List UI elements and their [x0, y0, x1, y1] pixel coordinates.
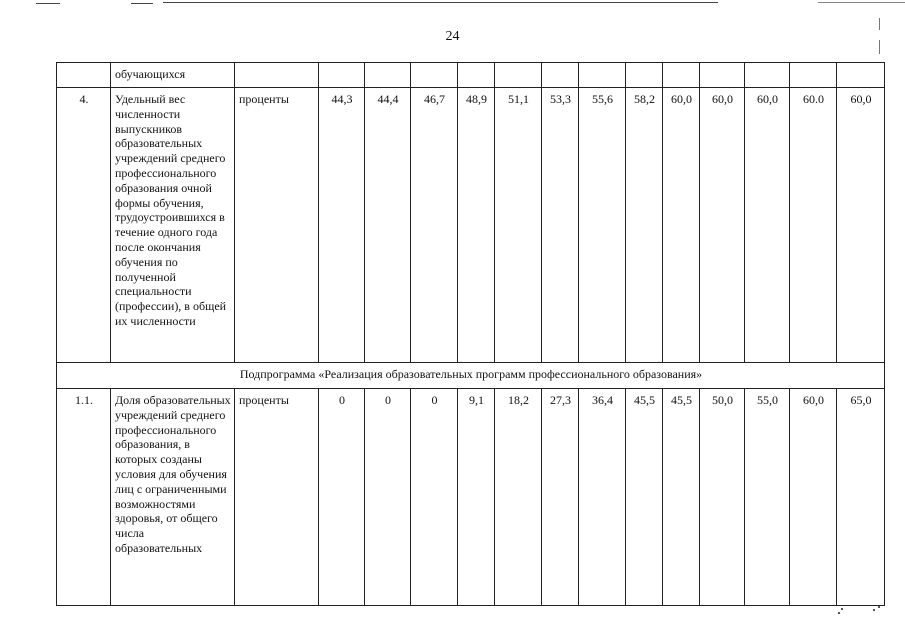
subprogram-row: [57, 363, 885, 389]
indicator-cell: Удельный вес численности выпускников образовательных учреждений среднего профессионального образования очной формы обучения, трудоустроившихся в течение одного года после окончания обучения по полученной специальности (профессии), в общей их численности: [111, 88, 235, 363]
page-number: 24: [445, 29, 460, 44]
value-cell: [365, 63, 411, 88]
value-cell: 0: [319, 389, 365, 606]
table-row: [57, 389, 885, 606]
scan-line: [163, 2, 718, 3]
value-cell: 60,0: [745, 88, 790, 363]
value-cell: 44,4: [365, 88, 411, 363]
value-cell: 60,0: [700, 88, 745, 363]
value-cell: [495, 63, 542, 88]
value-cell: 18,2: [495, 389, 542, 606]
row-number-cell: [57, 63, 111, 88]
value-cell: [837, 63, 885, 88]
unit-cell: проценты: [235, 389, 319, 606]
value-cell: 48,9: [458, 88, 495, 363]
value-cell: 36,4: [579, 389, 626, 606]
table-row: [57, 88, 885, 363]
unit-cell: [235, 63, 319, 88]
scan-speck: [878, 606, 880, 608]
indicators-table: [56, 62, 885, 606]
scan-line: [36, 3, 60, 4]
value-cell: 9,1: [458, 389, 495, 606]
value-cell: 44,3: [319, 88, 365, 363]
value-cell: 58,2: [626, 88, 663, 363]
value-cell: 60.0: [790, 88, 837, 363]
scan-speck: [873, 609, 875, 611]
value-cell: 0: [411, 389, 458, 606]
value-cell: [663, 63, 700, 88]
value-cell: 51,1: [495, 88, 542, 363]
value-cell: 45,5: [663, 389, 700, 606]
value-cell: [411, 63, 458, 88]
scan-speck: [841, 608, 843, 610]
value-cell: [790, 63, 837, 88]
value-cell: 27,3: [542, 389, 579, 606]
value-cell: 50,0: [700, 389, 745, 606]
value-cell: 60,0: [790, 389, 837, 606]
scan-line: [818, 2, 905, 3]
value-cell: 53,3: [542, 88, 579, 363]
table-row: [57, 63, 885, 88]
indicator-cell: Доля образовательных учреждений среднего профессионального образования, в которых созданы условия для обучения лиц с ограниченными возможностями здоровья, от общего числа образовательных: [111, 389, 235, 606]
scan-speck: [838, 612, 840, 614]
value-cell: 55,6: [579, 88, 626, 363]
value-cell: [579, 63, 626, 88]
unit-cell: проценты: [235, 88, 319, 363]
value-cell: [319, 63, 365, 88]
value-cell: 0: [365, 389, 411, 606]
value-cell: 60,0: [837, 88, 885, 363]
value-cell: [700, 63, 745, 88]
value-cell: 60,0: [663, 88, 700, 363]
value-cell: 65,0: [837, 389, 885, 606]
scan-line: [131, 3, 153, 4]
value-cell: 46,7: [411, 88, 458, 363]
indicator-cell: обучающихся: [111, 63, 235, 88]
value-cell: [626, 63, 663, 88]
row-number-cell: 4.: [57, 88, 111, 363]
value-cell: [458, 63, 495, 88]
subprogram-title: Подпрограмма «Реализация образовательных программ профессионального образования»: [57, 363, 885, 389]
value-cell: 55,0: [745, 389, 790, 606]
value-cell: [745, 63, 790, 88]
value-cell: 45,5: [626, 389, 663, 606]
row-number-cell: 1.1.: [57, 389, 111, 606]
value-cell: [542, 63, 579, 88]
